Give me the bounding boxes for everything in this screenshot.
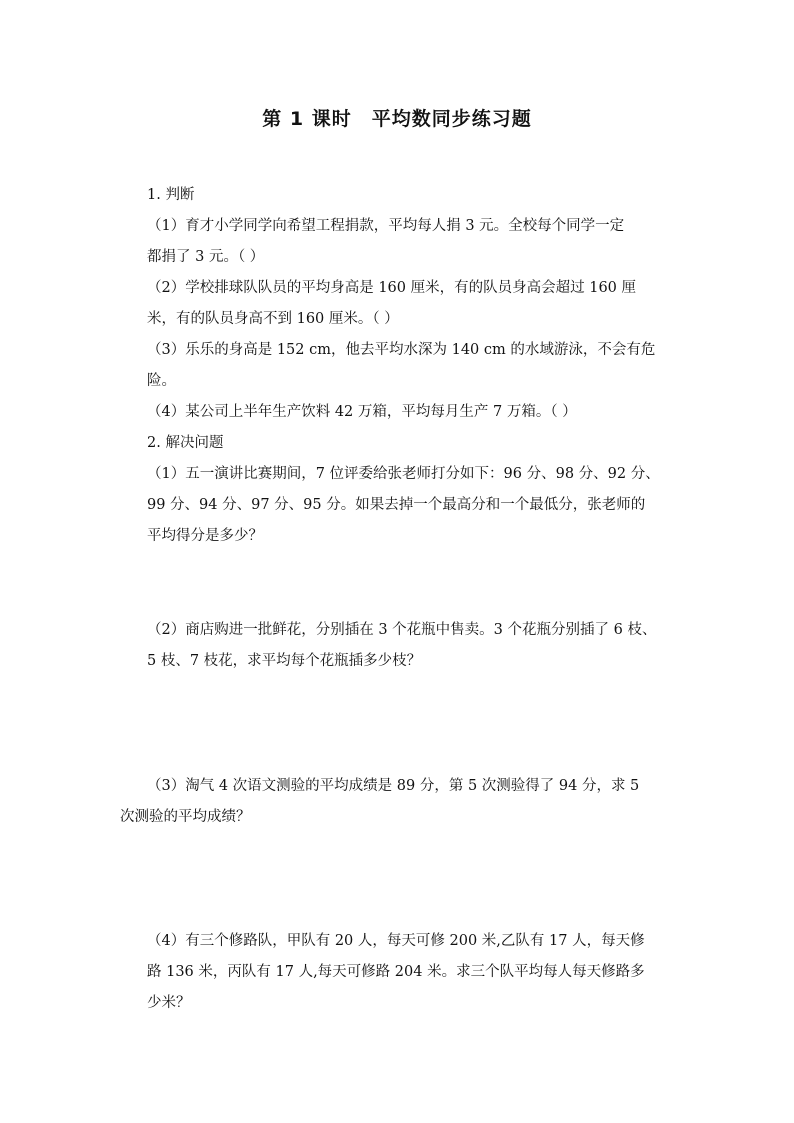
solve-question-3 [120,771,676,833]
section-heading-solve [147,428,677,459]
solve-question-1 [147,459,677,552]
question-line: 都捐了 3 元。（ ） [147,249,265,265]
judge-question-3 [147,335,677,397]
question-line: 险。 [147,373,176,389]
section-heading-judge [147,180,677,211]
question-line: （1）育才小学同学向希望工程捐款，平均每人捐 3 元。全校每个同学一定 [147,218,625,234]
judge-question-1 [147,211,677,273]
solve-question-2 [147,615,677,677]
question-line: 5 枝、7 枝花，求平均每个花瓶插多少枝？ [147,653,422,669]
question-line: 99 分、94 分、97 分、95 分。如果去掉一个最高分和一个最低分，张老师的 [147,497,646,513]
judge-question-4 [147,397,677,428]
question-line: 平均得分是多少？ [147,528,263,544]
question-line: （3）淘气 4 次语文测验的平均成绩是 89 分，第 5 次测验得了 94 分，求 5 [147,778,640,794]
question-line: （4）有三个修路队，甲队有 20 人，每天可修 200 米,乙队有 17 人，每天修 [147,933,645,949]
question-line: （4）某公司上半年生产饮料 42 万箱，平均每月生产 7 万箱。（ ） [147,404,577,420]
solve-question-4 [147,926,677,1019]
section-heading: 1. 判断 [147,187,195,203]
question-line: 次测验的平均成绩？ [120,809,251,825]
question-line: 路 136 米，丙队有 17 人,每天可修路 204 米。求三个队平均每人每天修路多 [147,964,645,980]
section-heading: 2. 解决问题 [147,435,224,451]
question-line: 米，有的队员身高不到 160 厘米。（ ） [147,311,399,327]
question-line: （2）学校排球队队员的平均身高是 160 厘米，有的队员身高会超过 160 厘 [147,280,637,296]
judge-question-2 [147,273,677,335]
page-title: 第 1 课时 平均数同步练习题 [262,108,532,130]
question-line: （1）五一演讲比赛期间，7 位评委给张老师打分如下：96 分、98 分、92 分、 [147,466,660,482]
question-line: 少米？ [147,995,191,1011]
question-line: （3）乐乐的身高是 152 cm，他去平均水深为 140 cm 的水域游泳，不会有危 [147,342,656,358]
question-line: （2）商店购进一批鲜花，分别插在 3 个花瓶中售卖。3 个花瓶分别插了 6 枝、 [147,622,657,638]
